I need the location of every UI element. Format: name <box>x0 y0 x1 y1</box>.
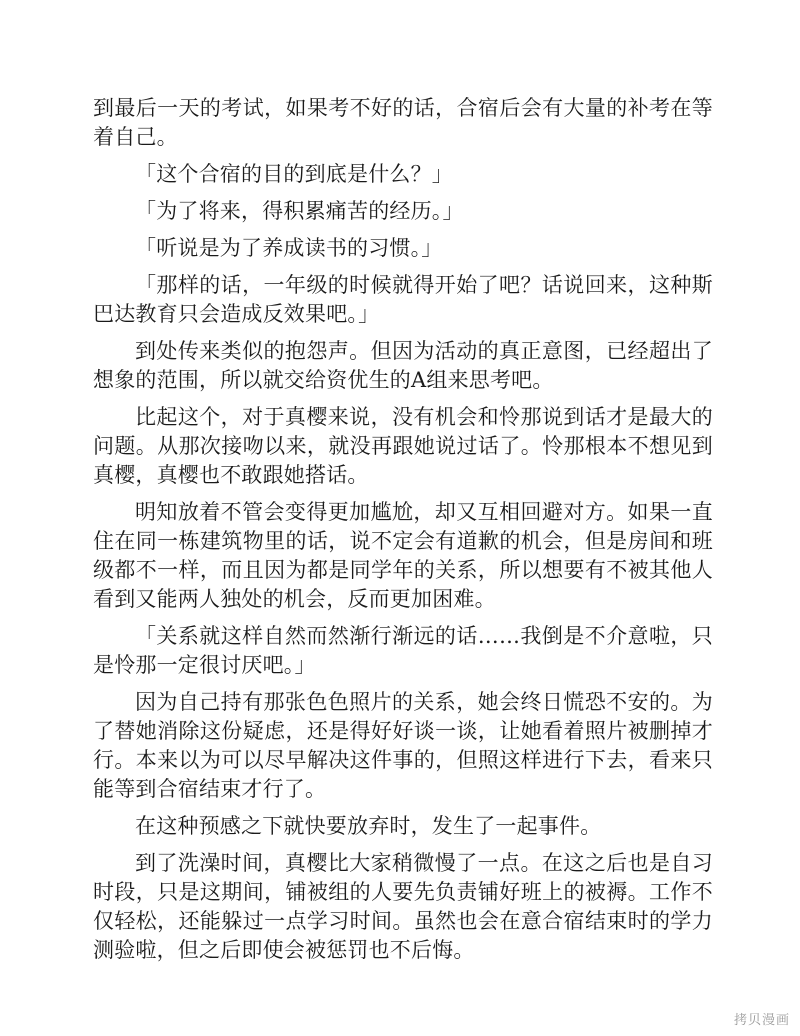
dialogue-line: 「为了将来，得积累痛苦的经历。」 <box>135 199 464 223</box>
paragraph: 因为自己持有那张色色照片的关系，她会终日慌恐不安的。为了替她消除这份疑虑，还是得好好谈一谈，让她看着照片被删掉才行。本来以为可以尽早解决这件事的，但照这样进行下去，看来只能等到合宿结束才行了。 <box>93 690 713 801</box>
paragraph: 在这种预感之下就快要放弃时，发生了一起事件。 <box>135 814 602 838</box>
watermark: 拷贝漫画 <box>733 1013 790 1028</box>
dialogue-line: 「关系就这样自然而然渐行渐远的话……我倒是不介意啦，只是怜那一定很讨厌吧。」 <box>93 624 713 677</box>
paragraph: 到了洗澡时间，真樱比大家稍微慢了一点。在这之后也是自习时段，只是这期间，铺被组的人要先负责铺好班上的被褥。工作不仅轻松，还能躲过一点学习时间。虽然也会在意合宿结束时的学力测验啦，但之后即使会被惩罚也不后悔。 <box>93 851 713 962</box>
dialogue-line: 「这个合宿的目的到底是什么？」 <box>135 162 453 186</box>
dialogue-line: 「听说是为了养成读书的习惯。」 <box>135 236 443 260</box>
paragraph: 比起这个，对于真樱来说，没有机会和怜那说到话才是最大的问题。从那次接吻以来，就没再跟她说过话了。怜那根本不想见到真樱，真樱也不敢跟她搭话。 <box>93 405 713 487</box>
dialogue-line: 「那样的话，一年级的时候就得开始了吧？话说回来，这种斯巴达教育只会造成反效果吧。」 <box>93 273 713 326</box>
paragraph: 到处传来类似的抱怨声。但因为活动的真正意图，已经超出了想象的范围，所以就交给资优生的A组来思考吧。 <box>93 339 713 392</box>
paragraph: 明知放着不管会变得更加尴尬，却又互相回避对方。如果一直住在同一栋建筑物里的话，说不定会有道歉的机会，但是房间和班级都不一样，而且因为都是同学年的关系，所以想要有不被其他人看到又能两人独处的机会，反而更加困难。 <box>93 500 713 611</box>
paragraph: 到最后一天的考试，如果考不好的话，合宿后会有大量的补考在等着自己。 <box>93 96 713 149</box>
body-text <box>93 94 713 973</box>
